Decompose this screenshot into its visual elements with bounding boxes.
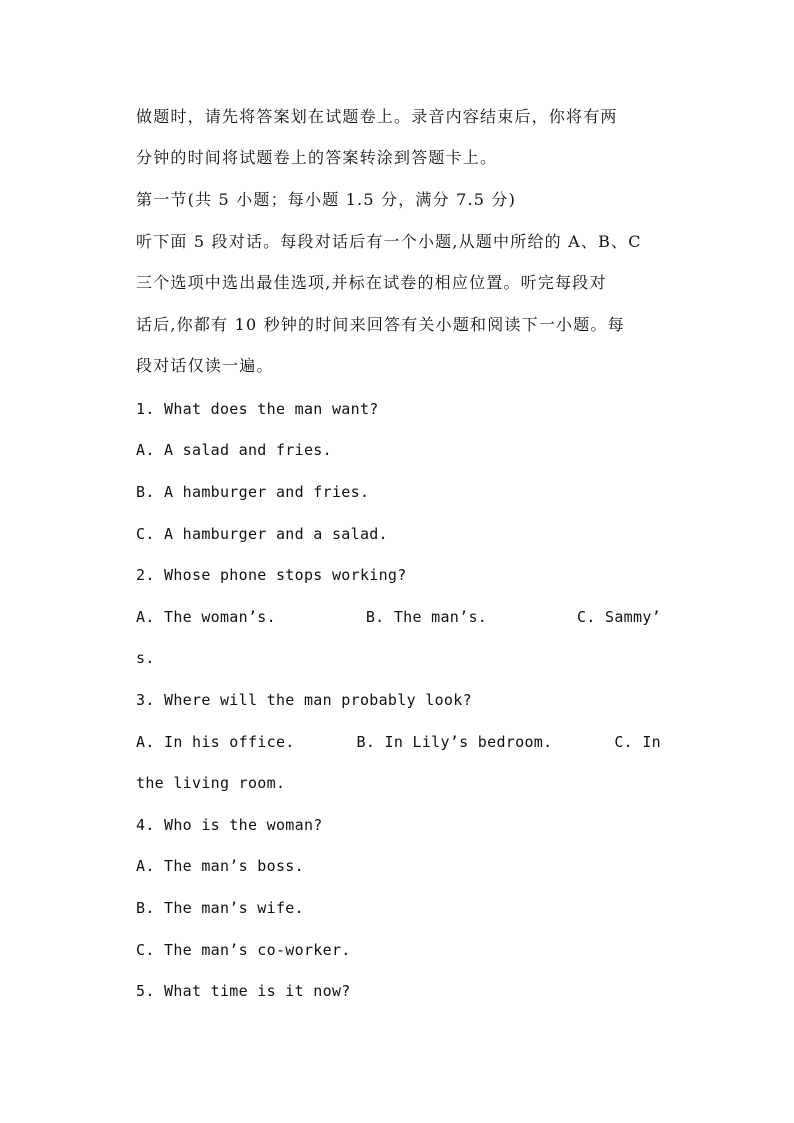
question-2-option-c: C. Sammy’ [577,608,661,626]
question-2-option-a: A. The woman’s. [136,608,276,626]
question-4-option-b: B. The man’s wife. [136,899,304,917]
question-1-option-b: B. A hamburger and fries. [136,483,370,501]
question-2-stem: 2. Whose phone stops working? [136,566,407,584]
question-2-option-b: B. The man’s. [365,608,488,626]
question-4-stem: 4. Who is the woman? [136,816,323,834]
question-4-option-c: C. The man’s co-worker. [136,941,351,959]
question-3-option-b: B. In Lily’s bedroom. [356,733,553,751]
section-directions-line-2: 三个选项中选出最佳选项,并标在试卷的相应位置。听完每段对 [136,273,607,292]
question-1-option-c: C. A hamburger and a salad. [136,525,388,543]
section-title: 第一节(共 5 小题；每小题 1.5 分，满分 7.5 分) [136,190,517,209]
section-directions-line-1: 听下面 5 段对话。每段对话后有一个小题,从题中所给的 A、B、C [136,232,642,251]
question-3-option-c-continued: the living room. [136,774,286,792]
question-1-option-a: A. A salad and fries. [136,441,332,459]
question-5-stem: 5. What time is it now? [136,982,351,1000]
question-3-options-row [136,732,661,752]
question-3-stem: 3. Where will the man probably look? [136,691,472,709]
instructions-line-1: 做题时，请先将答案划在试题卷上。录音内容结束后，你将有两 [136,107,618,126]
section-directions-line-3: 话后,你都有 10 秒钟的时间来回答有关小题和阅读下一小题。每 [136,315,625,334]
instructions-line-2: 分钟的时间将试题卷上的答案转涂到答题卡上。 [136,148,498,167]
question-2-options-row [136,607,661,627]
question-3-option-a: A. In his office. [136,733,295,751]
question-4-option-a: A. The man’s boss. [136,857,304,875]
section-directions-line-4: 段对话仅读一遍。 [136,356,274,375]
question-2-option-c-continued: s. [136,649,155,667]
question-1-stem: 1. What does the man want? [136,400,379,418]
question-3-option-c: C. In [614,733,661,751]
